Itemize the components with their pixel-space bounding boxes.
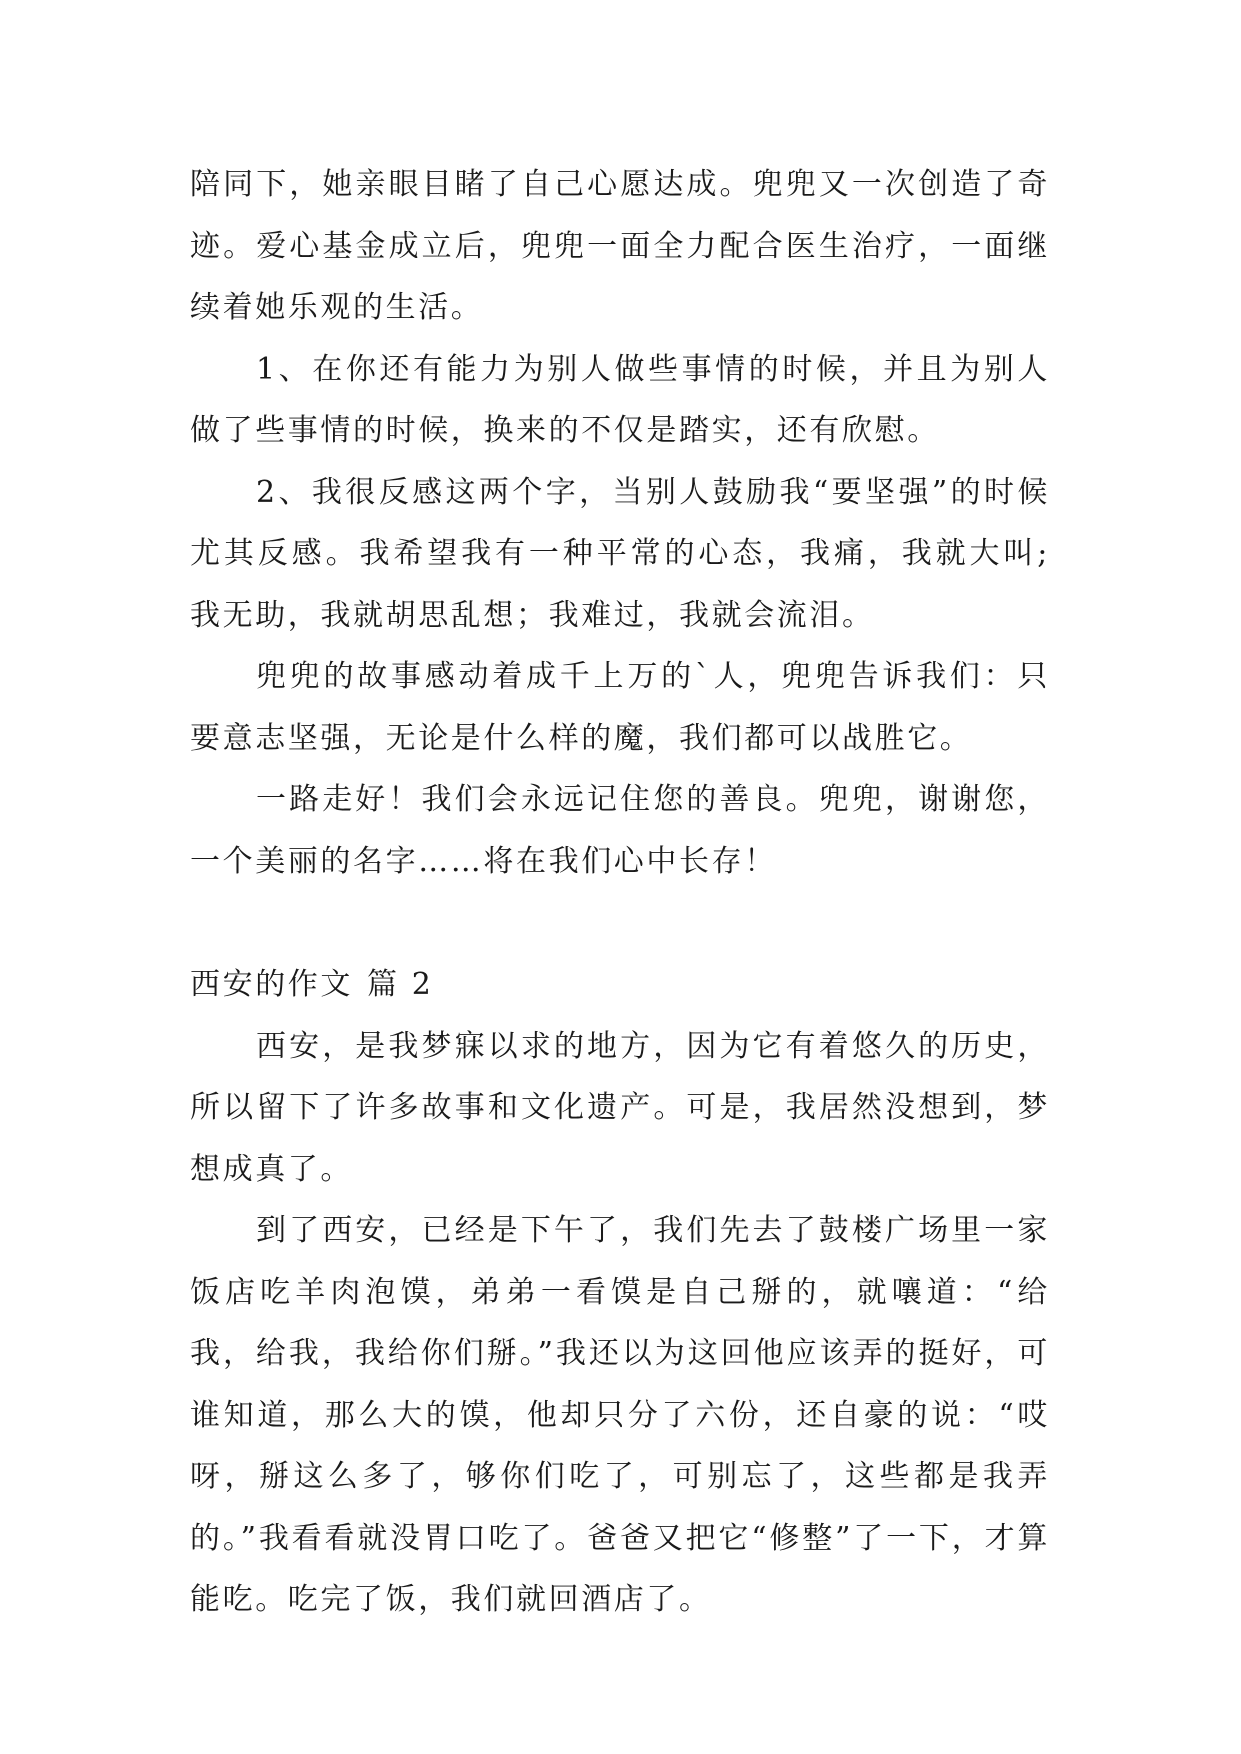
paragraph-xian-intro: 西安，是我梦寐以求的地方，因为它有着悠久的历史，所以留下了许多故事和文化遗产。可是，我居然没想到，梦想成真了。 xyxy=(190,1028,1050,1187)
paragraph-quote-1: 1、在你还有能力为别人做些事情的时候，并且为别人做了些事情的时候，换来的不仅是踏实，还有欣慰。 xyxy=(190,351,1050,448)
paragraph-story-summary: 兜兜的故事感动着成千上万的`人，兜兜告诉我们：只要意志坚强，无论是什么样的魔，我们都可以战胜它。 xyxy=(190,659,1050,756)
paragraph-quote-2: 2、我很反感这两个字，当别人鼓励我“要坚强”的时候尤其反感。我希望我有一种平常的心态，我痛，我就大叫;我无助，我就胡思乱想；我难过，我就会流泪。 xyxy=(190,474,1050,633)
section-label: 篇 2 xyxy=(367,967,434,1002)
paragraph-continued: 陪同下，她亲眼目睹了自己心愿达成。兜兜又一次创造了奇迹。爱心基金成立后，兜兜一面全力配合医生治疗，一面继续着她乐观的生活。 xyxy=(190,167,1050,325)
section-spacer xyxy=(190,892,1050,954)
paragraph-farewell: 一路走好！我们会永远记住您的善良。兜兜，谢谢您，一个美丽的名字……将在我们心中长存！ xyxy=(190,782,1050,879)
paragraph-xian-restaurant: 到了西安，已经是下午了，我们先去了鼓楼广场里一家饭店吃羊肉泡馍，弟弟一看馍是自己掰的，就嚷道：“给我，给我，我给你们掰。”我还以为这回他应该弄的挺好，可谁知道，那么大的馍，他却只分了六份，还自豪的说：“哎呀，掰这么多了，够你们吃了，可别忘了，这些都是我弄的。”我看看就没胃口吃了。爸爸又把它“修整”了一下，才算能吃。吃完了饭，我们就回酒店了。 xyxy=(190,1213,1050,1617)
section-heading xyxy=(190,954,1050,1016)
section-title: 西安的作文 xyxy=(190,967,353,1002)
document-body xyxy=(190,154,1050,1631)
